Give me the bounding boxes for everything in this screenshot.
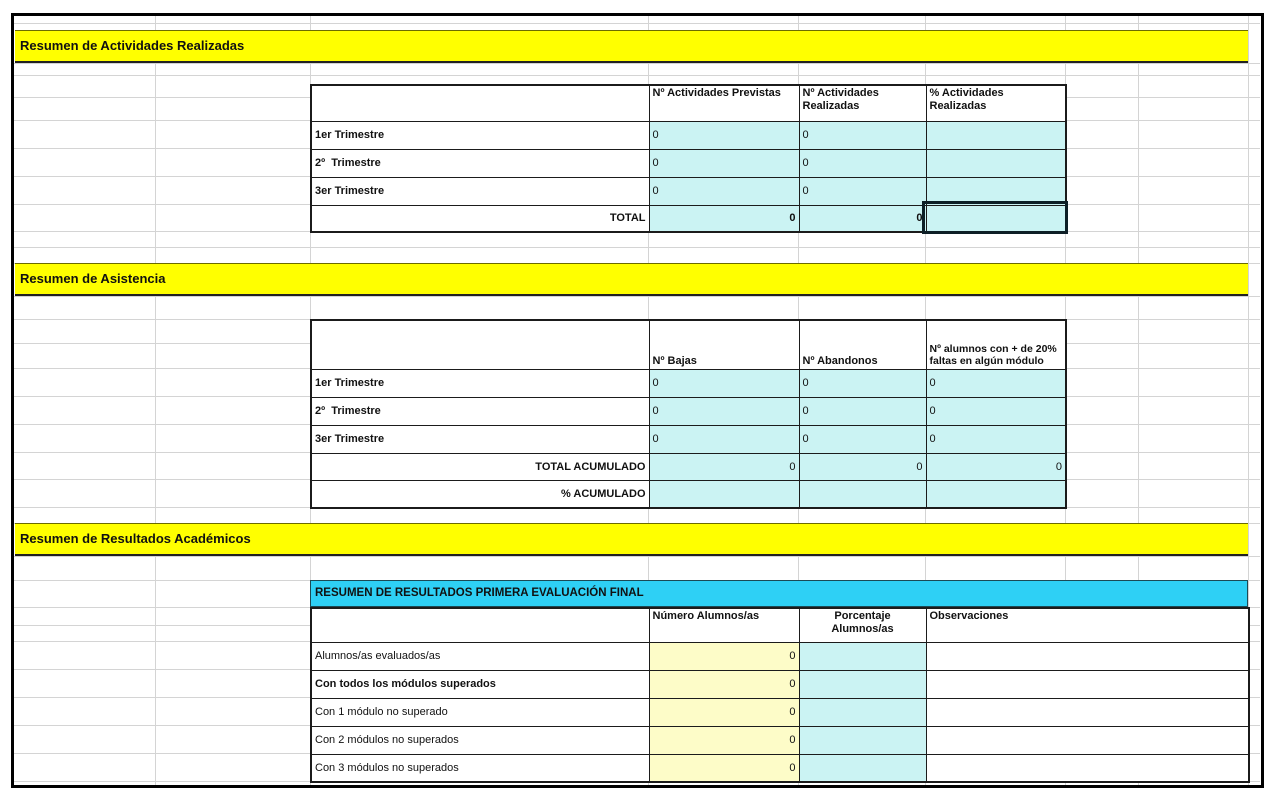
table-row	[311, 670, 1249, 698]
attendance-header-bajas: Nº Bajas	[649, 320, 799, 369]
table-row	[311, 726, 1249, 754]
attendance-header-faltas: Nº alumnos con + de 20% faltas en algún módulo	[926, 320, 1066, 369]
cell-total-previstas[interactable]: 0	[649, 205, 799, 232]
cell-bajas-t2[interactable]: 0	[649, 397, 799, 425]
section-title-attendance: Resumen de Asistencia	[20, 271, 166, 286]
table-row	[311, 149, 1066, 177]
cell-pct-abandonos[interactable]	[799, 480, 926, 508]
activities-header-previstas: Nº Actividades Previstas	[649, 85, 799, 121]
cell-obs-todos-superados[interactable]	[926, 670, 1249, 698]
cell-num-3-no-superados[interactable]: 0	[649, 754, 799, 782]
attendance-total-label: TOTAL ACUMULADO	[311, 453, 649, 480]
results-header-porcentaje: Porcentaje Alumnos/as	[799, 608, 926, 642]
cell-previstas-t3[interactable]: 0	[649, 177, 799, 205]
cell-realizadas-t3[interactable]: 0	[799, 177, 926, 205]
cell-abandonos-t2[interactable]: 0	[799, 397, 926, 425]
row-label-3-no-superados: Con 3 módulos no superados	[311, 754, 649, 782]
cell-total-faltas[interactable]: 0	[926, 453, 1066, 480]
cell-pct-2-no-superados[interactable]	[799, 726, 926, 754]
row-label-3er-trimestre: 3er Trimestre	[311, 425, 649, 453]
cell-abandonos-t1[interactable]: 0	[799, 369, 926, 397]
table-row-pct	[311, 480, 1066, 508]
gridline	[14, 247, 1260, 248]
cell-obs-1-no-superado[interactable]	[926, 698, 1249, 726]
cell-pct-bajas[interactable]	[649, 480, 799, 508]
table-row	[311, 121, 1066, 149]
table-row	[311, 754, 1249, 782]
results-table	[310, 607, 1250, 783]
gridline	[14, 75, 1260, 76]
cell-obs-3-no-superados[interactable]	[926, 754, 1249, 782]
cell-num-todos-superados[interactable]: 0	[649, 670, 799, 698]
cell-pct-3-no-superados[interactable]	[799, 754, 926, 782]
cell-total-abandonos[interactable]: 0	[799, 453, 926, 480]
activities-total-label: TOTAL	[311, 205, 649, 232]
cell-realizadas-t1[interactable]: 0	[799, 121, 926, 149]
activities-header-empty	[311, 85, 649, 121]
cell-obs-evaluados[interactable]	[926, 642, 1249, 670]
activities-header-realizadas: Nº Actividades Realizadas	[799, 85, 926, 121]
results-banner	[310, 580, 1248, 607]
cell-pct-t2[interactable]	[926, 149, 1066, 177]
cell-pct-faltas[interactable]	[926, 480, 1066, 508]
row-label-evaluados: Alumnos/as evaluados/as	[311, 642, 649, 670]
cell-bajas-t3[interactable]: 0	[649, 425, 799, 453]
cell-obs-2-no-superados[interactable]	[926, 726, 1249, 754]
row-label-3er-trimestre: 3er Trimestre	[311, 177, 649, 205]
cell-total-bajas[interactable]: 0	[649, 453, 799, 480]
cell-faltas-t1[interactable]: 0	[926, 369, 1066, 397]
cell-pct-1-no-superado[interactable]	[799, 698, 926, 726]
row-label-2-no-superados: Con 2 módulos no superados	[311, 726, 649, 754]
row-label-1er-trimestre: 1er Trimestre	[311, 121, 649, 149]
row-label-2o-trimestre: 2º Trimestre	[311, 397, 649, 425]
section-band-results	[15, 523, 1248, 556]
table-row	[311, 698, 1249, 726]
results-header-numero: Número Alumnos/as	[649, 608, 799, 642]
row-label-todos-superados: Con todos los módulos superados	[311, 670, 649, 698]
gridline	[155, 16, 156, 785]
gridline	[14, 296, 1260, 297]
cell-pct-evaluados[interactable]	[799, 642, 926, 670]
attendance-pct-label: % ACUMULADO	[311, 480, 649, 508]
gridline	[14, 556, 1260, 557]
cell-pct-todos-superados[interactable]	[799, 670, 926, 698]
results-banner-text: RESUMEN DE RESULTADOS PRIMERA EVALUACIÓN FINAL	[315, 587, 644, 599]
cell-faltas-t2[interactable]: 0	[926, 397, 1066, 425]
gridline	[14, 63, 1260, 64]
section-title-activities: Resumen de Actividades Realizadas	[20, 38, 245, 53]
gridline	[14, 23, 1260, 24]
section-title-results: Resumen de Resultados Académicos	[20, 531, 251, 546]
cell-num-evaluados[interactable]: 0	[649, 642, 799, 670]
cell-faltas-t3[interactable]: 0	[926, 425, 1066, 453]
table-row	[311, 369, 1066, 397]
cell-realizadas-t2[interactable]: 0	[799, 149, 926, 177]
activities-header-pct: % Actividades Realizadas	[926, 85, 1066, 121]
section-band-attendance	[15, 263, 1248, 296]
cell-num-1-no-superado[interactable]: 0	[649, 698, 799, 726]
cell-previstas-t2[interactable]: 0	[649, 149, 799, 177]
cell-previstas-t1[interactable]: 0	[649, 121, 799, 149]
section-band-activities	[15, 30, 1248, 63]
cell-total-realizadas[interactable]: 0	[799, 205, 926, 232]
cell-num-2-no-superados[interactable]: 0	[649, 726, 799, 754]
row-label-1er-trimestre: 1er Trimestre	[311, 369, 649, 397]
row-label-1-no-superado: Con 1 módulo no superado	[311, 698, 649, 726]
results-header-empty	[311, 608, 649, 642]
cell-abandonos-t3[interactable]: 0	[799, 425, 926, 453]
table-row	[311, 425, 1066, 453]
row-label-2o-trimestre: 2º Trimestre	[311, 149, 649, 177]
results-header-observaciones: Observaciones	[926, 608, 1249, 642]
active-cell-selection[interactable]	[922, 201, 1068, 234]
table-row	[311, 642, 1249, 670]
table-row-total	[311, 453, 1066, 480]
attendance-header-abandonos: Nº Abandonos	[799, 320, 926, 369]
cell-bajas-t1[interactable]: 0	[649, 369, 799, 397]
table-row	[311, 397, 1066, 425]
cell-pct-t1[interactable]	[926, 121, 1066, 149]
attendance-table	[310, 319, 1067, 509]
attendance-header-empty	[311, 320, 649, 369]
